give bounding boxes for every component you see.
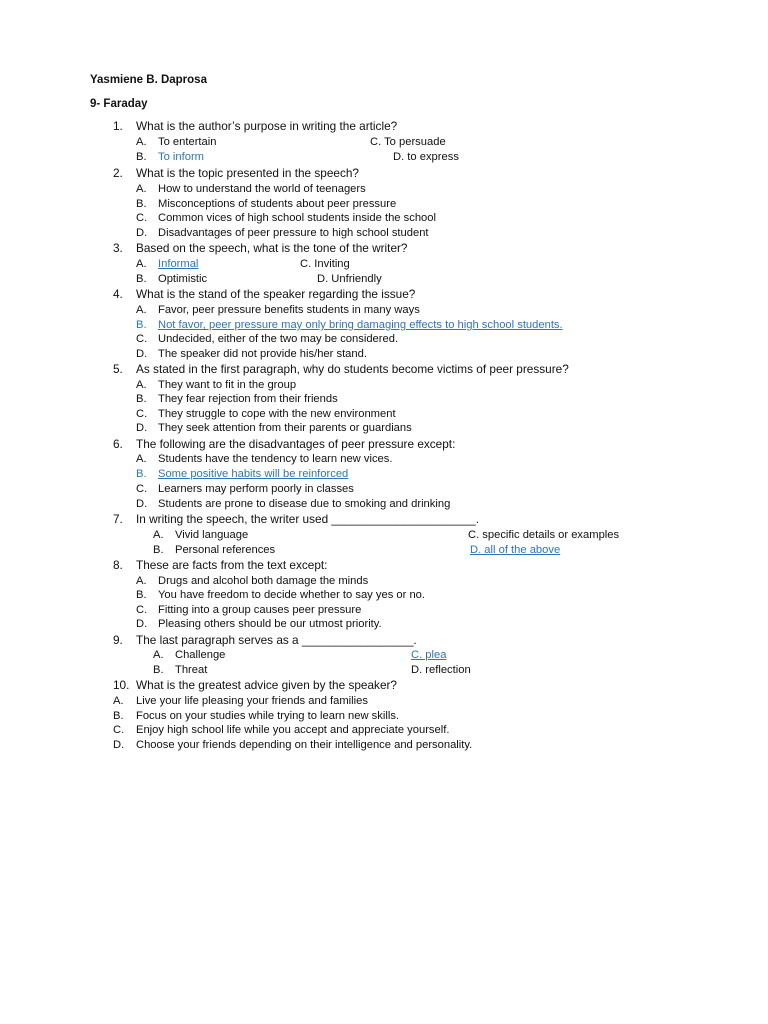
q10-letter-a: A. [113,695,124,707]
q4-option-d: The speaker did not provide his/her stand. [158,348,367,360]
q9-text: The last paragraph serves as a _________________. [136,633,417,647]
q9-number: 9. [113,633,123,647]
q2-letter-d: D. [136,227,148,239]
q5-letter-b: B. [136,393,147,405]
student-section: 9- Faraday [90,98,148,110]
q2-option-d: Disadvantages of peer pressure to high school student [158,227,429,239]
q9-option-a: Challenge [175,649,226,661]
q6-option-c: Learners may perform poorly in classes [158,483,354,495]
q4-letter-d: D. [136,348,148,360]
q7-letter-a: A. [153,529,164,541]
q3-option-c: C. Inviting [300,258,350,270]
q7-option-c: C. specific details or examples [468,529,620,541]
q8-number: 8. [113,558,123,572]
q5-text: As stated in the first paragraph, why do students become victims of peer pressure? [136,362,569,376]
q5-option-a: They want to fit in the group [158,379,297,391]
q2-letter-a: A. [136,183,147,195]
q8-letter-a: A. [136,575,147,587]
q7-letter-b: B. [153,544,164,556]
q4-option-c: Undecided, either of the two may be considered. [158,333,399,345]
q9-option-d: D. reflection [411,664,471,676]
q7-text: In writing the speech, the writer used ______________________. [136,512,480,526]
q3-option-b: Optimistic [158,273,208,285]
q3-letter-a: A. [136,258,147,270]
q7-option-a: Vivid language [175,529,249,541]
q3-option-d: D. Unfriendly [317,273,382,285]
q1-option-b-answer: To inform [158,151,205,163]
q6-letter-a: A. [136,453,147,465]
q3-number: 3. [113,241,123,255]
q6-letter-d: D. [136,498,148,510]
q4-text: What is the stand of the speaker regarding the issue? [136,287,416,301]
q10-text: What is the greatest advice given by the speaker? [136,678,397,692]
q2-letter-b: B. [136,198,147,210]
q5-option-b: They fear rejection from their friends [158,393,338,405]
q8-option-d: Pleasing others should be our utmost priority. [158,618,382,630]
q10-letter-d: D. [113,739,125,751]
q6-letter-b: B. [136,468,147,480]
q5-letter-a: A. [136,379,147,391]
q1-letter-b: B. [136,151,147,163]
q6-option-d: Students are prone to disease due to smoking and drinking [158,498,451,510]
q10-option-a: Live your life pleasing your friends and families [136,695,368,707]
q4-letter-c: C. [136,333,148,345]
q7-option-d-answer: D. all of the above [470,544,561,556]
q4-option-b-answer: Not favor, peer pressure may only bring damaging effects to high school students. [158,319,563,331]
q2-option-b: Misconceptions of students about peer pressure [158,198,397,210]
q10-letter-b: B. [113,710,124,722]
q8-option-a: Drugs and alcohol both damage the minds [158,575,369,587]
q1-option-d: D. to express [393,151,459,163]
q3-letter-b: B. [136,273,147,285]
q10-option-b: Focus on your studies while trying to learn new skills. [136,710,400,722]
q6-number: 6. [113,437,123,451]
q6-text: The following are the disadvantages of peer pressure except: [136,437,456,451]
q5-number: 5. [113,362,123,376]
q2-option-a: How to understand the world of teenagers [158,183,366,195]
q1-option-c: C. To persuade [370,136,446,148]
q4-option-a: Favor, peer pressure benefits students in many ways [158,304,420,316]
q6-letter-c: C. [136,483,148,495]
q10-number: 10. [113,678,130,692]
q4-letter-a: A. [136,304,147,316]
q3-option-a-answer: Informal [158,258,199,270]
q6-option-a: Students have the tendency to learn new vices. [158,453,393,465]
q10-option-d: Choose your friends depending on their intelligence and personality. [136,739,473,751]
q8-letter-d: D. [136,618,148,630]
q10-letter-c: C. [113,724,125,736]
q7-number: 7. [113,512,123,526]
q1-option-a: To entertain [158,136,217,148]
q1-number: 1. [113,119,123,133]
q2-letter-c: C. [136,212,148,224]
q4-number: 4. [113,287,123,301]
q5-option-c: They struggle to cope with the new environment [158,408,396,420]
q5-option-d: They seek attention from their parents or guardians [158,422,412,434]
q10-option-c: Enjoy high school life while you accept and appreciate yourself. [136,724,450,736]
q2-text: What is the topic presented in the speech? [136,166,359,180]
q7-option-b: Personal references [175,544,276,556]
q4-letter-b: B. [136,319,147,331]
q9-option-c-answer: C. plea [411,649,447,661]
q9-letter-b: B. [153,664,164,676]
q8-text: These are facts from the text except: [136,558,328,572]
q8-letter-c: C. [136,604,148,616]
q6-option-b-answer: Some positive habits will be reinforced [158,468,349,480]
q1-letter-a: A. [136,136,147,148]
q2-number: 2. [113,166,123,180]
q8-letter-b: B. [136,589,147,601]
q8-option-c: Fitting into a group causes peer pressure [158,604,362,616]
q5-letter-c: C. [136,408,148,420]
q3-text: Based on the speech, what is the tone of the writer? [136,241,408,255]
q1-text: What is the author’s purpose in writing the article? [136,119,398,133]
q2-option-c: Common vices of high school students inside the school [158,212,436,224]
q8-option-b: You have freedom to decide whether to say yes or no. [158,589,426,601]
student-name: Yasmiene B. Daprosa [90,74,207,86]
q5-letter-d: D. [136,422,148,434]
q9-option-b: Threat [175,664,208,676]
q9-letter-a: A. [153,649,164,661]
